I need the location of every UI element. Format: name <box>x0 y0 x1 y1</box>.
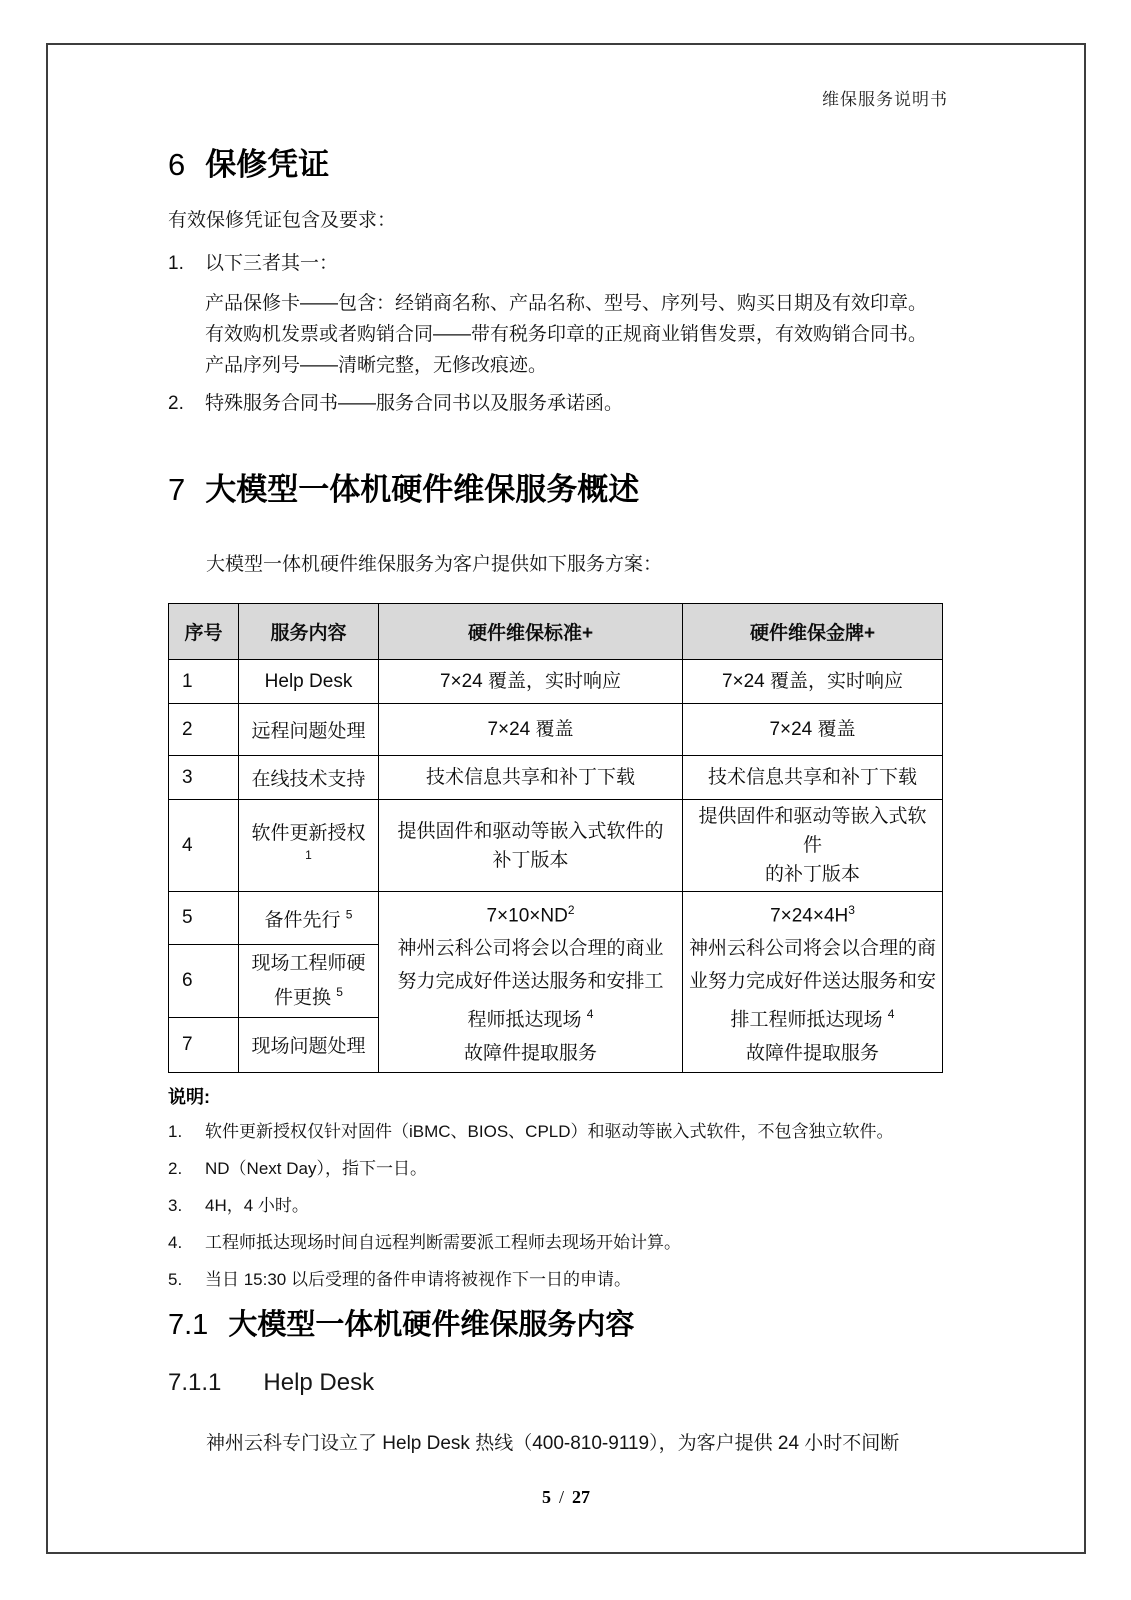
col-header-standard: 硬件维保标准+ <box>379 604 683 660</box>
footnote-ref: 1 <box>305 847 312 862</box>
note-number: 2. <box>168 1158 183 1178</box>
footnote-ref: 5 <box>336 985 343 1000</box>
plan-text-line: 补丁版本 <box>492 849 569 871</box>
detail-line: 产品序列号——清晰完整，无修改痕迹。 <box>205 355 548 376</box>
row-index: 3 <box>169 756 239 800</box>
col-header-index: 序号 <box>169 604 239 660</box>
total-pages: 27 <box>572 1487 590 1507</box>
plan-text-line: 故障件提取服务 <box>463 1042 597 1064</box>
service-name: 远程问题处理 <box>239 704 379 756</box>
gold-plan-cell <box>683 800 943 892</box>
section-title: 保修凭证 <box>205 147 330 182</box>
section-title: 大模型一体机硬件维保服务概述 <box>205 472 640 507</box>
footnote-ref: 4 <box>887 1007 895 1022</box>
table-row <box>169 756 943 800</box>
service-name: 现场问题处理 <box>239 1017 379 1072</box>
list-text: 以下三者其一： <box>205 253 339 274</box>
col-header-gold: 硬件维保金牌+ <box>683 604 943 660</box>
note-number: 5. <box>168 1269 183 1289</box>
list-text: 特殊服务合同书——服务合同书以及服务承诺函。 <box>205 393 624 414</box>
table-header-row <box>169 604 943 660</box>
row-index: 7 <box>169 1017 239 1072</box>
page-content <box>48 45 1084 1552</box>
section-6-heading <box>168 146 948 184</box>
footnote-ref: 3 <box>848 903 855 917</box>
standard-plan-cell: 7×24 覆盖 <box>379 704 683 756</box>
service-name-text <box>247 978 370 1012</box>
note-text: ND（Next Day），指下一日。 <box>205 1158 427 1178</box>
note-text: 4H，4 小时。 <box>205 1195 309 1215</box>
gold-plan-merged-cell <box>683 892 943 1073</box>
plan-text: 程师抵达现场 <box>467 1009 587 1031</box>
service-name <box>239 892 379 945</box>
list-item-1 <box>168 251 948 277</box>
footnote-ref: 4 <box>586 1007 594 1022</box>
plan-text-line <box>385 998 676 1036</box>
table-row <box>169 660 943 704</box>
note-item-2 <box>168 1155 948 1182</box>
warranty-voucher-details <box>168 288 948 381</box>
section-7-1-heading <box>168 1307 948 1343</box>
service-name-text: 现场工程师硬 <box>251 953 366 975</box>
service-name: 在线技术支持 <box>239 756 379 800</box>
note-text: 工程师抵达现场时间自远程判断需要派工程师去现场开始计算。 <box>205 1232 681 1252</box>
sla-text: 7×10×ND <box>486 905 568 927</box>
section-7-heading <box>168 471 948 509</box>
table-row <box>169 892 943 945</box>
page-footer <box>48 1487 1084 1508</box>
gold-plan-cell: 7×24 覆盖 <box>683 704 943 756</box>
section-number: 7 <box>168 472 186 507</box>
footnote-ref: 2 <box>567 903 575 917</box>
standard-plan-cell: 技术信息共享和补丁下载 <box>379 756 683 800</box>
row-index: 6 <box>169 945 239 1017</box>
row-index: 5 <box>169 892 239 945</box>
plan-text-line <box>689 894 936 932</box>
plan-text-line: 业努力完成好件送达服务和安 <box>689 971 937 993</box>
plan-text-line: 神州云科公司将会以合理的商业 <box>397 938 664 960</box>
list-number: 1. <box>168 253 184 274</box>
col-header-service: 服务内容 <box>239 604 379 660</box>
doc-title: 维保服务说明书 <box>822 90 948 109</box>
row-index: 2 <box>169 704 239 756</box>
note-number: 1. <box>168 1121 183 1141</box>
page-number: 5 <box>541 1487 551 1507</box>
table-row <box>169 800 943 892</box>
section-title: Help Desk <box>263 1368 375 1396</box>
note-item-5 <box>168 1266 948 1293</box>
plan-text-line: 提供固件和驱动等嵌入式软件的 <box>397 820 664 842</box>
list-item-2 <box>168 391 948 417</box>
service-name-text: 备件先行 <box>264 909 346 931</box>
section-number: 7.1 <box>168 1308 209 1341</box>
plan-text-line <box>385 894 676 932</box>
plan-text: 排工程师抵达现场 <box>730 1009 888 1031</box>
standard-plan-merged-cell <box>379 892 683 1073</box>
standard-plan-cell <box>379 800 683 892</box>
running-header <box>168 45 948 110</box>
section-title: 大模型一体机硬件维保服务内容 <box>228 1308 635 1341</box>
service-name: Help Desk <box>239 660 379 704</box>
plan-text-line <box>689 998 936 1036</box>
plan-text-line: 神州云科公司将会以合理的商 <box>689 938 937 960</box>
plan-text-line: 努力完成好件送达服务和安排工 <box>397 971 664 993</box>
standard-plan-cell: 7×24 覆盖，实时响应 <box>379 660 683 704</box>
note-item-4 <box>168 1229 948 1256</box>
footnote-ref: 5 <box>345 907 353 922</box>
service-name-text2: 件更换 <box>274 987 337 1009</box>
service-name <box>239 945 379 1017</box>
notes-label: 说明: <box>168 1086 210 1107</box>
plan-text-line: 提供固件和驱动等嵌入式软件 <box>698 806 927 856</box>
section-number: 7.1.1 <box>168 1368 222 1396</box>
detail-line: 有效购机发票或者购销合同——带有税务印章的正规商业销售发票，有效购销合同书。 <box>205 324 928 345</box>
gold-plan-cell: 技术信息共享和补丁下载 <box>683 756 943 800</box>
plan-text-line: 故障件提取服务 <box>745 1042 879 1064</box>
note-item-3 <box>168 1192 948 1219</box>
section-7-1-1-heading <box>168 1369 948 1397</box>
service-name <box>239 800 379 892</box>
sla-text: 7×24×4H <box>770 905 849 927</box>
page-separator: / <box>558 1487 564 1507</box>
row-index: 4 <box>169 800 239 892</box>
row-index: 1 <box>169 660 239 704</box>
service-name-text: 软件更新授权 <box>251 822 366 844</box>
detail-line: 产品保修卡——包含：经销商名称、产品名称、型号、序列号、购买日期及有效印章。 <box>205 293 928 314</box>
page-frame <box>46 43 1086 1554</box>
table-row <box>169 704 943 756</box>
section-number: 6 <box>168 147 186 182</box>
gold-plan-cell: 7×24 覆盖，实时响应 <box>683 660 943 704</box>
note-text: 当日 15:30 以后受理的备件申请将被视作下一日的申请。 <box>205 1269 631 1289</box>
note-item-1 <box>168 1118 948 1145</box>
note-number: 3. <box>168 1195 183 1215</box>
list-number: 2. <box>168 393 184 414</box>
note-number: 4. <box>168 1232 183 1252</box>
helpdesk-paragraph: 神州云科专门设立了 Help Desk 热线（400-810-9119），为客户提供 24 小时不间断 <box>206 1432 900 1454</box>
service-plans-table <box>168 603 943 1073</box>
service-plan-intro: 大模型一体机硬件维保服务为客户提供如下服务方案： <box>206 554 663 575</box>
plan-text-line: 的补丁版本 <box>764 864 860 885</box>
note-text: 软件更新授权仅针对固件（iBMC、BIOS、CPLD）和驱动等嵌入式软件，不包含独立软件。 <box>205 1121 894 1141</box>
warranty-requirements-intro: 有效保修凭证包含及要求： <box>168 210 397 231</box>
